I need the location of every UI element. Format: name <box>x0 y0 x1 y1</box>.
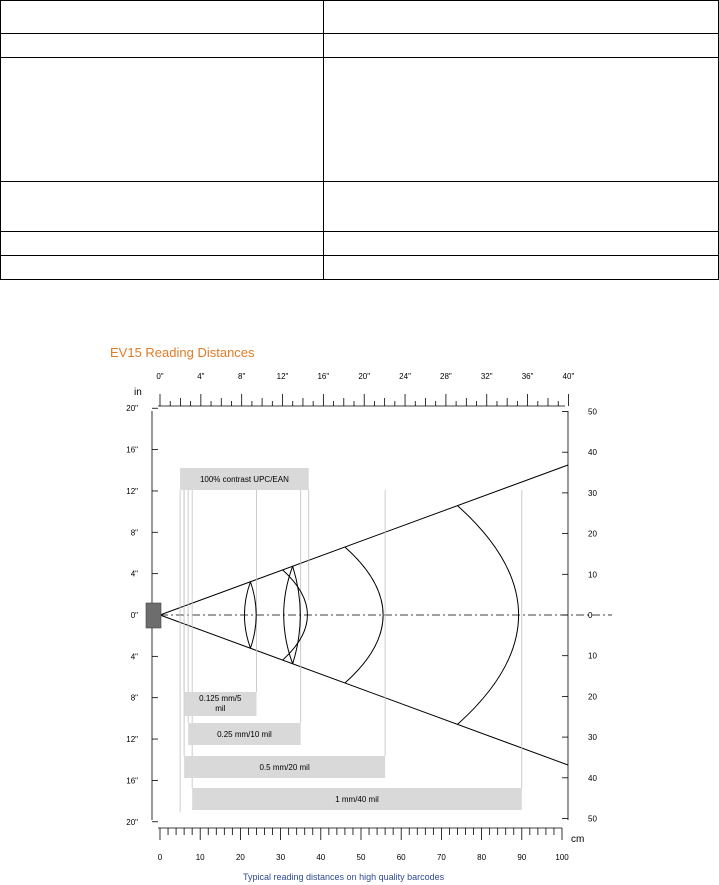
range-label: 100% contrast UPC/EAN <box>199 475 289 484</box>
top-axis-label: 24" <box>399 372 411 381</box>
scanner-icon <box>146 603 161 628</box>
bottom-axis-label: 30 <box>276 853 286 862</box>
top-axis-label: 32" <box>480 372 493 381</box>
bottom-axis-label: 20 <box>235 853 245 862</box>
range-label: 0.5 mm/20 mil <box>259 763 310 772</box>
right-axis-label: 0 <box>588 611 593 620</box>
range-label: 1 mm/40 mil <box>335 795 379 804</box>
bottom-axis-label: 40 <box>316 853 326 862</box>
left-axis-label: 8" <box>130 693 138 703</box>
range-boxes <box>180 468 522 810</box>
left-axis-label: 12" <box>126 486 138 496</box>
bottom-cm-axis <box>158 828 585 862</box>
top-axis-label: 16" <box>317 372 330 381</box>
bottom-axis-unit: cm <box>571 834 585 845</box>
left-axis-label: 16" <box>126 776 138 786</box>
left-axis-label: 8" <box>130 528 138 538</box>
top-axis-label: 0" <box>156 372 164 381</box>
right-axis-label: 30 <box>588 733 597 743</box>
top-axis-label: 4" <box>197 372 205 381</box>
reading-arcs <box>244 506 518 725</box>
top-axis-label: 8" <box>238 372 246 381</box>
right-axis-label: 10 <box>588 570 597 580</box>
left-axis-label: 20" <box>126 817 138 827</box>
right-axis-label: 50 <box>588 814 597 824</box>
bottom-axis-label: 80 <box>477 853 487 862</box>
bottom-axis-label: 70 <box>436 853 446 862</box>
range-label: mil <box>215 704 226 713</box>
range-label: 0.25 mm/10 mil <box>217 730 272 739</box>
left-axis-label: 4" <box>130 652 138 662</box>
bottom-axis-label: 0 <box>157 853 163 862</box>
bottom-axis-label: 60 <box>396 853 406 862</box>
left-axis-label: 12" <box>126 735 138 745</box>
bottom-axis-label: 50 <box>356 853 366 862</box>
right-cm-axis <box>562 408 597 824</box>
right-axis-label: 20 <box>588 529 597 539</box>
left-axis-label: 4" <box>130 569 138 579</box>
range-label: 0.125 mm/5 <box>199 694 242 703</box>
diagram-caption: Typical reading distances on high quality barcodes <box>243 872 445 882</box>
right-axis-label: 40 <box>588 448 597 458</box>
right-axis-label: 40 <box>588 773 597 783</box>
bottom-axis-label: 100 <box>555 853 569 862</box>
top-axis-label: 12" <box>276 372 289 381</box>
right-axis-label: 30 <box>588 488 597 498</box>
left-axis-label: 20" <box>126 404 138 414</box>
top-axis-label: 28" <box>440 372 452 381</box>
bottom-axis-label: 90 <box>517 853 527 862</box>
right-axis-label: 10 <box>588 651 597 661</box>
top-inch-axis <box>134 372 574 406</box>
top-axis-label: 36" <box>521 372 534 381</box>
right-axis-label: 50 <box>588 407 597 417</box>
right-axis-label: 20 <box>588 692 597 702</box>
left-axis-label: 0" <box>130 611 138 620</box>
top-axis-label: 40" <box>562 372 575 381</box>
left-axis-label: 16" <box>126 445 138 455</box>
diagram-title: EV15 Reading Distances <box>110 345 255 360</box>
top-axis-label: 20" <box>358 372 371 381</box>
top-axis-unit: in <box>134 387 142 398</box>
bottom-axis-label: 10 <box>195 853 205 862</box>
